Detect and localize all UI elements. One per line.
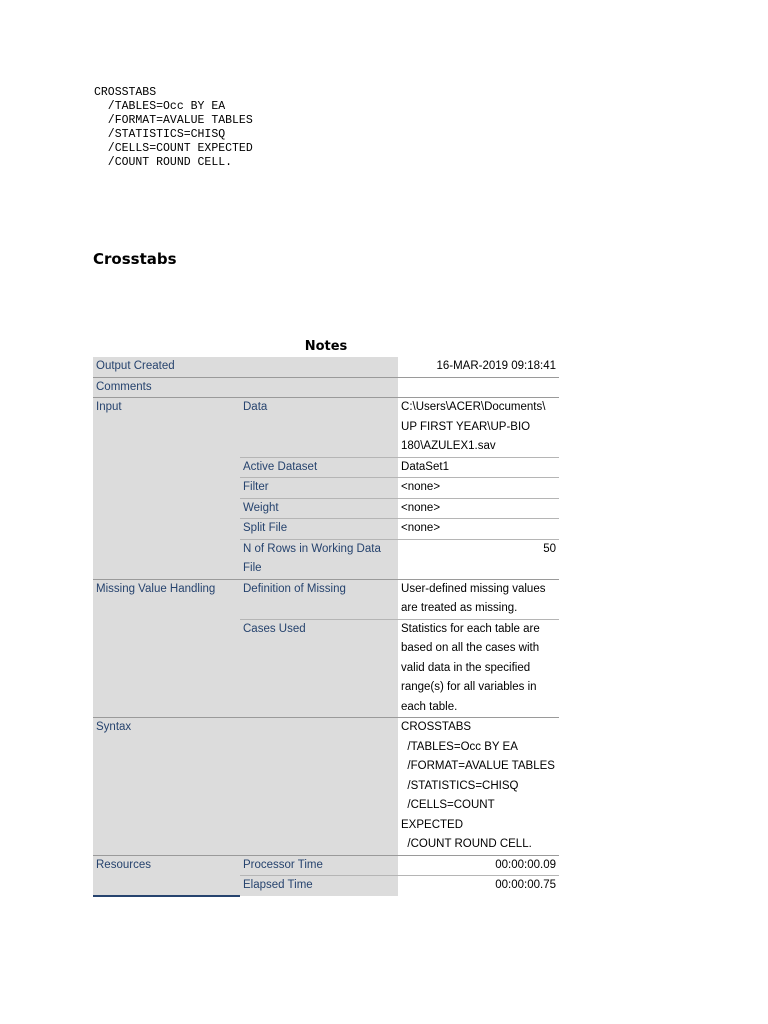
row-label: Elapsed Time [240, 876, 398, 896]
table-row [93, 357, 559, 377]
row-label: Definition of Missing [240, 579, 398, 619]
row-value: <none> [398, 498, 559, 519]
row-value: C:\Users\ACER\Documents\ UP FIRST YEAR\UP-BIO 180\AZULEX1.sav [398, 398, 559, 458]
row-label: Syntax [93, 718, 398, 856]
row-value: 16-MAR-2019 09:18:41 [398, 357, 559, 377]
group-label: Resources [93, 855, 240, 896]
row-value: User-defined missing values are treated as missing. [398, 579, 559, 619]
row-label: Weight [240, 498, 398, 519]
row-label: Output Created [93, 357, 398, 377]
table-row [93, 377, 559, 398]
row-label: Cases Used [240, 619, 398, 718]
row-label: Comments [93, 377, 398, 398]
row-value: DataSet1 [398, 457, 559, 478]
row-value: Statistics for each table are based on all the cases with valid data in the specified range(s) for all variables in each table. [398, 619, 559, 718]
row-label: N of Rows in Working Data File [240, 539, 398, 579]
table-row [93, 718, 559, 856]
row-value: 00:00:00.09 [398, 855, 559, 876]
row-label: Filter [240, 478, 398, 499]
row-value: <none> [398, 478, 559, 499]
row-value [398, 377, 559, 398]
table-row [93, 579, 559, 619]
group-label: Missing Value Handling [93, 579, 240, 718]
table-row [93, 855, 559, 876]
row-label: Active Dataset [240, 457, 398, 478]
row-label: Split File [240, 519, 398, 540]
notes-table [93, 357, 559, 897]
table-row [93, 398, 559, 458]
notes-table-title: Notes [304, 339, 348, 354]
row-value: 50 [398, 539, 559, 579]
syntax-code-block: CROSSTABS /TABLES=Occ BY EA /FORMAT=AVALUE TABLES /STATISTICS=CHISQ /CELLS=COUNT EXPECTED /COUNT ROUND CELL. [94, 86, 253, 169]
section-heading: Crosstabs [93, 250, 177, 268]
row-value: CROSSTABS /TABLES=Occ BY EA /FORMAT=AVALUE TABLES /STATISTICS=CHISQ /CELLS=COUNT EXPECTED /COUNT ROUND CELL. [398, 718, 559, 856]
group-label: Input [93, 398, 240, 580]
row-label: Processor Time [240, 855, 398, 876]
row-value: <none> [398, 519, 559, 540]
row-value: 00:00:00.75 [398, 876, 559, 896]
row-label: Data [240, 398, 398, 458]
